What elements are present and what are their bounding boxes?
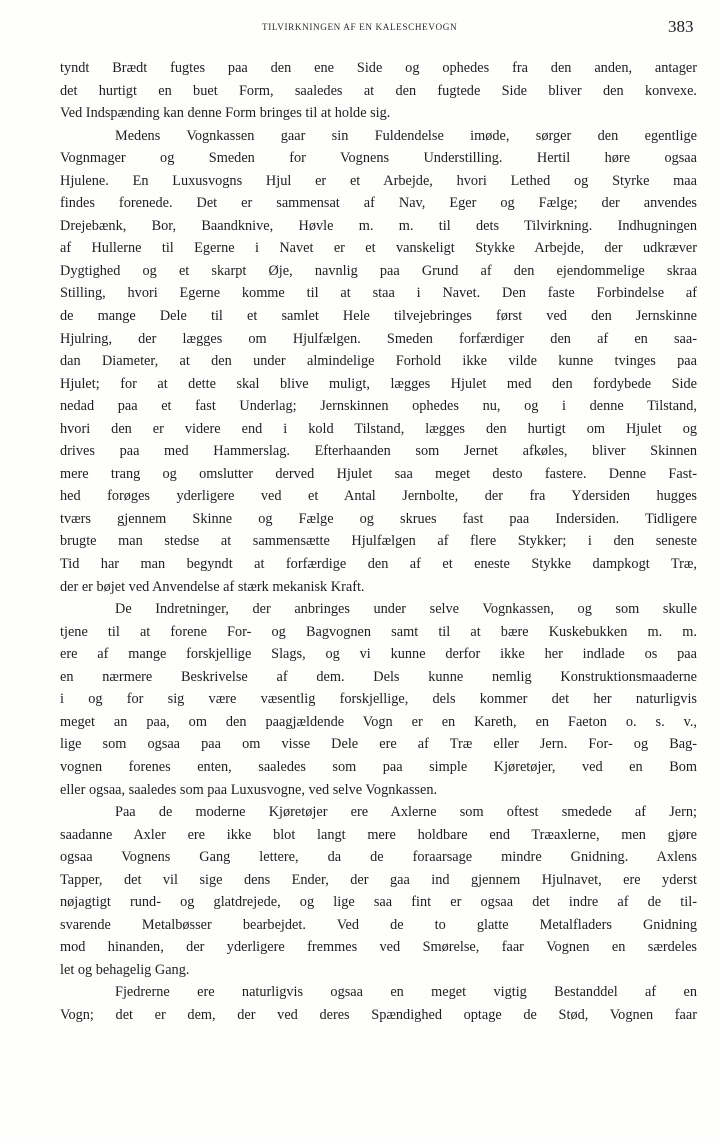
- text-line: meget an paa, om den paagjældende Vogn er en Kareth, en Faeton o. s. v.,: [60, 713, 697, 730]
- text-line: nøjagtigt rund- og glatdrejede, og lige saa fint er ogsaa det indre af de til-: [60, 894, 697, 911]
- text-line: drives paa med Hammerslag. Efterhaanden som Jernet afkøles, bliver Skinnen: [60, 443, 697, 460]
- page-number: 383: [668, 17, 694, 36]
- text-line: Hjulene. En Luxusvogns Hjul er et Arbejde, hvori Lethed og Styrke maa: [60, 172, 697, 189]
- text-line: Vogn; det er dem, der ved deres Spændighed optage de Stød, Vognen faar: [60, 1006, 697, 1023]
- text-line: dan Diameter, at den under almindelige Forhold ikke vilde kunne tvinges paa: [60, 353, 697, 370]
- text-line: af Hullerne til Egerne i Navet er et vanskeligt Stykke Arbejde, der udkræver: [60, 240, 697, 257]
- text-line: hvori den er videre end i kold Tilstand, lægges den hurtigt om Hjulet og: [60, 420, 697, 437]
- text-line: eller ogsaa, saaledes som paa Luxusvogne, ved selve Vognkassen.: [60, 781, 438, 798]
- text-line: Medens Vognkassen gaar sin Fuldendelse imøde, sørger den egentlige: [115, 127, 697, 144]
- text-line: tværs gjennem Skinne og Fælge og skrues fast paa Indersiden. Tidligere: [60, 510, 697, 527]
- text-line: saadanne Axler ere ikke blot langt mere holdbare end Træaxlerne, men gjøre: [60, 826, 697, 843]
- body-text: [60, 57, 697, 1027]
- text-line: Paa de moderne Kjøretøjer ere Axlerne som oftest smedede af Jern;: [115, 804, 697, 821]
- text-line: brugte man stedse at sammensætte Hjulfælgen af flere Stykker; i den seneste: [60, 533, 697, 550]
- text-line: en nærmere Beskrivelse af dem. Dels kunne nemlig Konstruktionsmaaderne: [60, 668, 697, 685]
- text-line: Hjulet; for at dette skal blive muligt, lægges Hjulet med den fordybede Side: [60, 375, 697, 392]
- text-line: det hurtigt en buet Form, saaledes at den fugtede Side bliver den konvexe.: [60, 82, 697, 99]
- text-line: tyndt Brædt fugtes paa den ene Side og ophedes fra den anden, antager: [60, 60, 697, 76]
- text-line: vognen forenes enten, saaledes som paa simple Kjøretøjer, ved en Bom: [60, 758, 697, 775]
- text-line: ogsaa Vognens Gang lettere, da de foraarsage mindre Gnidning. Axlens: [60, 849, 697, 866]
- text-line: Fjedrerne ere naturligvis ogsaa en meget vigtig Bestanddel af en: [115, 984, 697, 1001]
- text-line: svarende Metalbøsser bearbejdet. Ved de to glatte Metalfladers Gnidning: [60, 916, 697, 933]
- text-line: tjene til at forene For- og Bagvognen samt til at bære Kuskebukken m. m.: [60, 623, 697, 640]
- text-line: Ved Indspænding kan denne Form bringes til at holde sig.: [60, 105, 391, 122]
- text-line: Vognmager og Smeden for Vognens Understilling. Hertil høre ogsaa: [60, 150, 697, 167]
- text-line: Stilling, hvori Egerne komme til at staa i Navet. Den faste Forbindelse af: [60, 285, 697, 302]
- text-line: hed forøges yderligere ved et Antal Jernbolte, der fra Ydersiden hugges: [60, 488, 697, 505]
- text-line: lige som ogsaa paa om visse Dele ere af Træ eller Jern. For- og Bag-: [60, 736, 697, 753]
- text-line: De Indretninger, der anbringes under selve Vognkassen, og som skulle: [115, 601, 697, 618]
- text-line: mod hinanden, der yderligere fremmes ved Smørelse, faar Vognen en særdeles: [60, 939, 697, 956]
- text-line: Hjulring, der lægges om Hjulfælgen. Smeden forfærdiger den af en saa-: [60, 330, 697, 347]
- text-line: der er bøjet ved Anvendelse af stærk mekanisk Kraft.: [60, 578, 365, 595]
- text-line: nedad paa et fast Underlag; Jernskinnen ophedes nu, og i denne Tilstand,: [60, 398, 697, 415]
- text-line: let og behagelig Gang.: [60, 961, 190, 978]
- text-line: Dygtighed og et skarpt Øje, navnlig paa Grund af den ejendommelige skraa: [60, 262, 697, 279]
- text-line: i og for sig være væsentlig forskjellige, dels kommer det her naturligvis: [60, 691, 697, 708]
- text-line: de mange Dele til et samlet Hele tilvejebringes først ved den Jernskinne: [60, 308, 697, 325]
- text-line: mere trang og omslutter derved Hjulet saa meget desto fastere. Denne Fast-: [60, 465, 697, 482]
- text-line: Drejebænk, Bor, Baandknive, Høvle m. m. til dets Tilvirkning. Indhugningen: [60, 217, 697, 234]
- text-line: Tapper, det vil sige dens Ender, der gaa ind gjennem Hjulnavet, ere yderst: [60, 871, 697, 888]
- text-line: Tid har man begyndt at forfærdige den af et eneste Stykke dampkogt Træ,: [60, 556, 697, 573]
- text-line: ere af mange forskjellige Slags, og vi kunne derfor ikke her indlade os paa: [60, 646, 697, 663]
- running-title: TILVIRKNINGEN AF EN KALESCHEVOGN: [262, 22, 458, 32]
- text-line: findes forenede. Det er sammensat af Nav, Eger og Fælge; der anvendes: [60, 195, 697, 212]
